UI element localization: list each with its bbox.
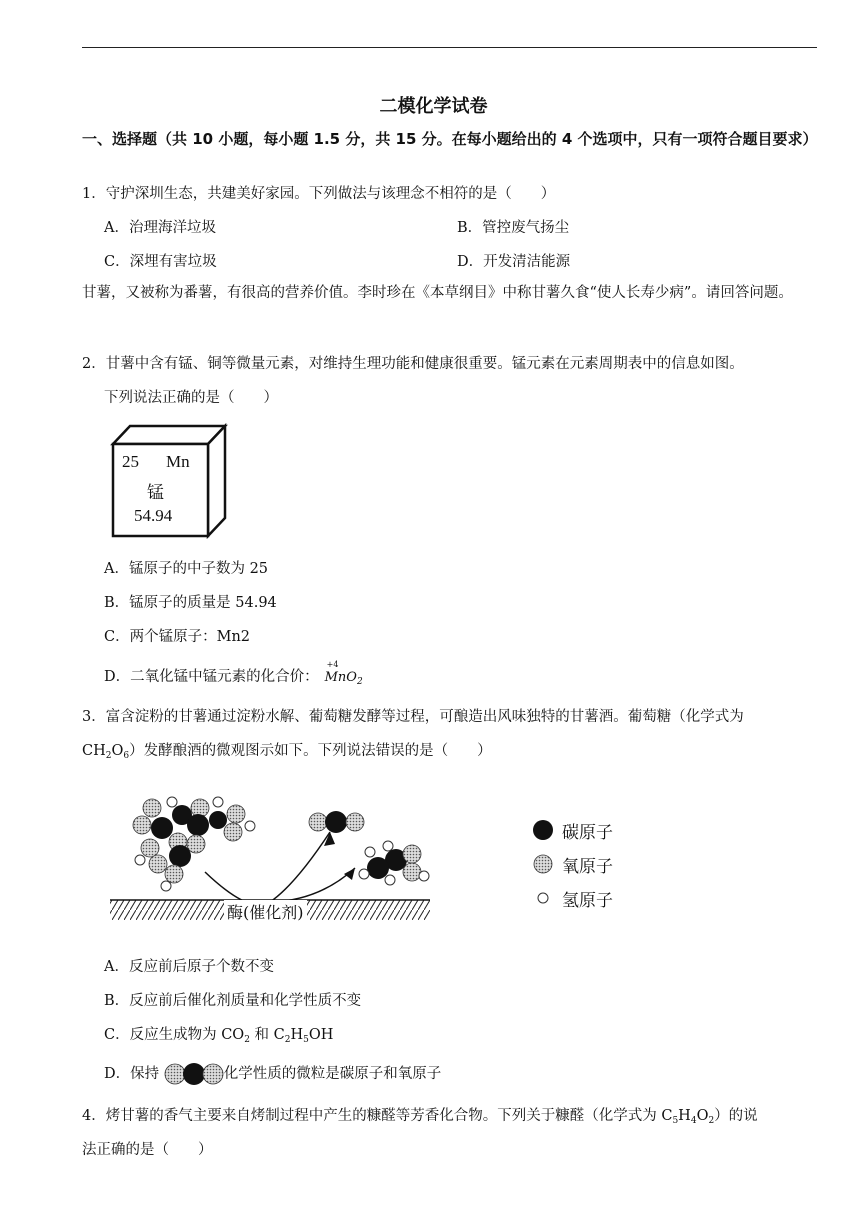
q3-option-a: A．反应前后原子个数不变 [104,959,274,975]
section-heading: 一、选择题（共 10 小题，每小题 1.5 分，共 15 分。在每小题给出的 4 个选项中，只有一项符合题目要求） [82,130,818,148]
q2-option-c: C．两个锰原子：Mn2 [104,629,251,645]
fermentation-diagram [100,790,640,930]
legend-hydrogen: 氢原子 [562,891,613,911]
q3-option-d: D．保持 化学性质的微粒是碳原子和氧原子 [104,1062,441,1086]
mno2-formula: +4 MnO$_2$ [324,660,363,687]
element-symbol: Mn [166,452,190,471]
q3-option-c: C．反应生成物为 $CO_2$ 和 $C_2H_5OH$ [104,1027,334,1045]
legend-carbon: 碳原子 [562,823,613,843]
page-title: 二模化学试卷 [379,96,488,117]
q2-option-b: B．锰原子的质量是 54.94 [104,595,277,611]
glucose-molecule [133,797,255,891]
element-name: 锰 [147,483,164,503]
q4-stem-line2: 法正确的是（ ） [82,1142,213,1158]
q4-stem-line1: 4．烤甘薯的香气主要来自烤制过程中产生的糠醛等芳香化合物。下列关于糠醛（化学式为 $C_5H_4O_2$）的说 [82,1108,758,1126]
q2-stem-line2: 下列说法正确的是（ ） [104,390,278,406]
element-atomic-mass: 54.94 [134,506,173,525]
ethanol-molecule [359,841,429,885]
q2-option-d-text: D．二氧化锰中锰元素的化合价： [104,669,319,685]
q1-option-a: A．治理海洋垃圾 [104,220,216,236]
q1-option-c: C．深埋有害垃圾 [104,254,217,270]
valence-mark: +4 [326,660,339,669]
catalyst-label: 酶(催化剂) [224,900,307,923]
q3-option-b: B．反应前后催化剂质量和化学性质不变 [104,993,362,1009]
co2-molecule [309,811,364,833]
q3-stem-line1: 3．富含淀粉的甘薯通过淀粉水解、葡萄糖发酵等过程，可酿造出风味独特的甘薯酒。葡萄糖（化学式为 [82,709,744,725]
q3-stem-line2: $CH_2O_6$）发酵酿酒的微观图示如下。下列说法错误的是（ ） [82,743,492,761]
q1-stem: 1．守护深圳生态，共建美好家园。下列做法与该理念不相符的是（ ） [82,186,556,202]
q1-option-d: D．开发清洁能源 [457,254,571,270]
legend-oxygen: 氧原子 [562,857,613,877]
co2-inline-icon [164,1062,224,1086]
header-rule [82,47,817,48]
q2-option-a: A．锰原子的中子数为 25 [104,561,269,577]
q2-stem-line1: 2．甘薯中含有锰、铜等微量元素，对维持生理功能和健康很重要。锰元素在元素周期表中的信息如图。 [82,356,744,372]
element-cell-figure [108,422,228,540]
q2-option-d [104,660,363,687]
element-atomic-number: 25 [122,452,139,471]
fermentation-illustration [100,790,640,930]
intro-paragraph: 甘薯，又被称为番薯，有很高的营养价值。李时珍在《本草纲目》中称甘薯久食“使人长寿少病”。请回答问题。 [82,285,793,301]
q1-option-b: B．管控废气扬尘 [457,220,570,236]
